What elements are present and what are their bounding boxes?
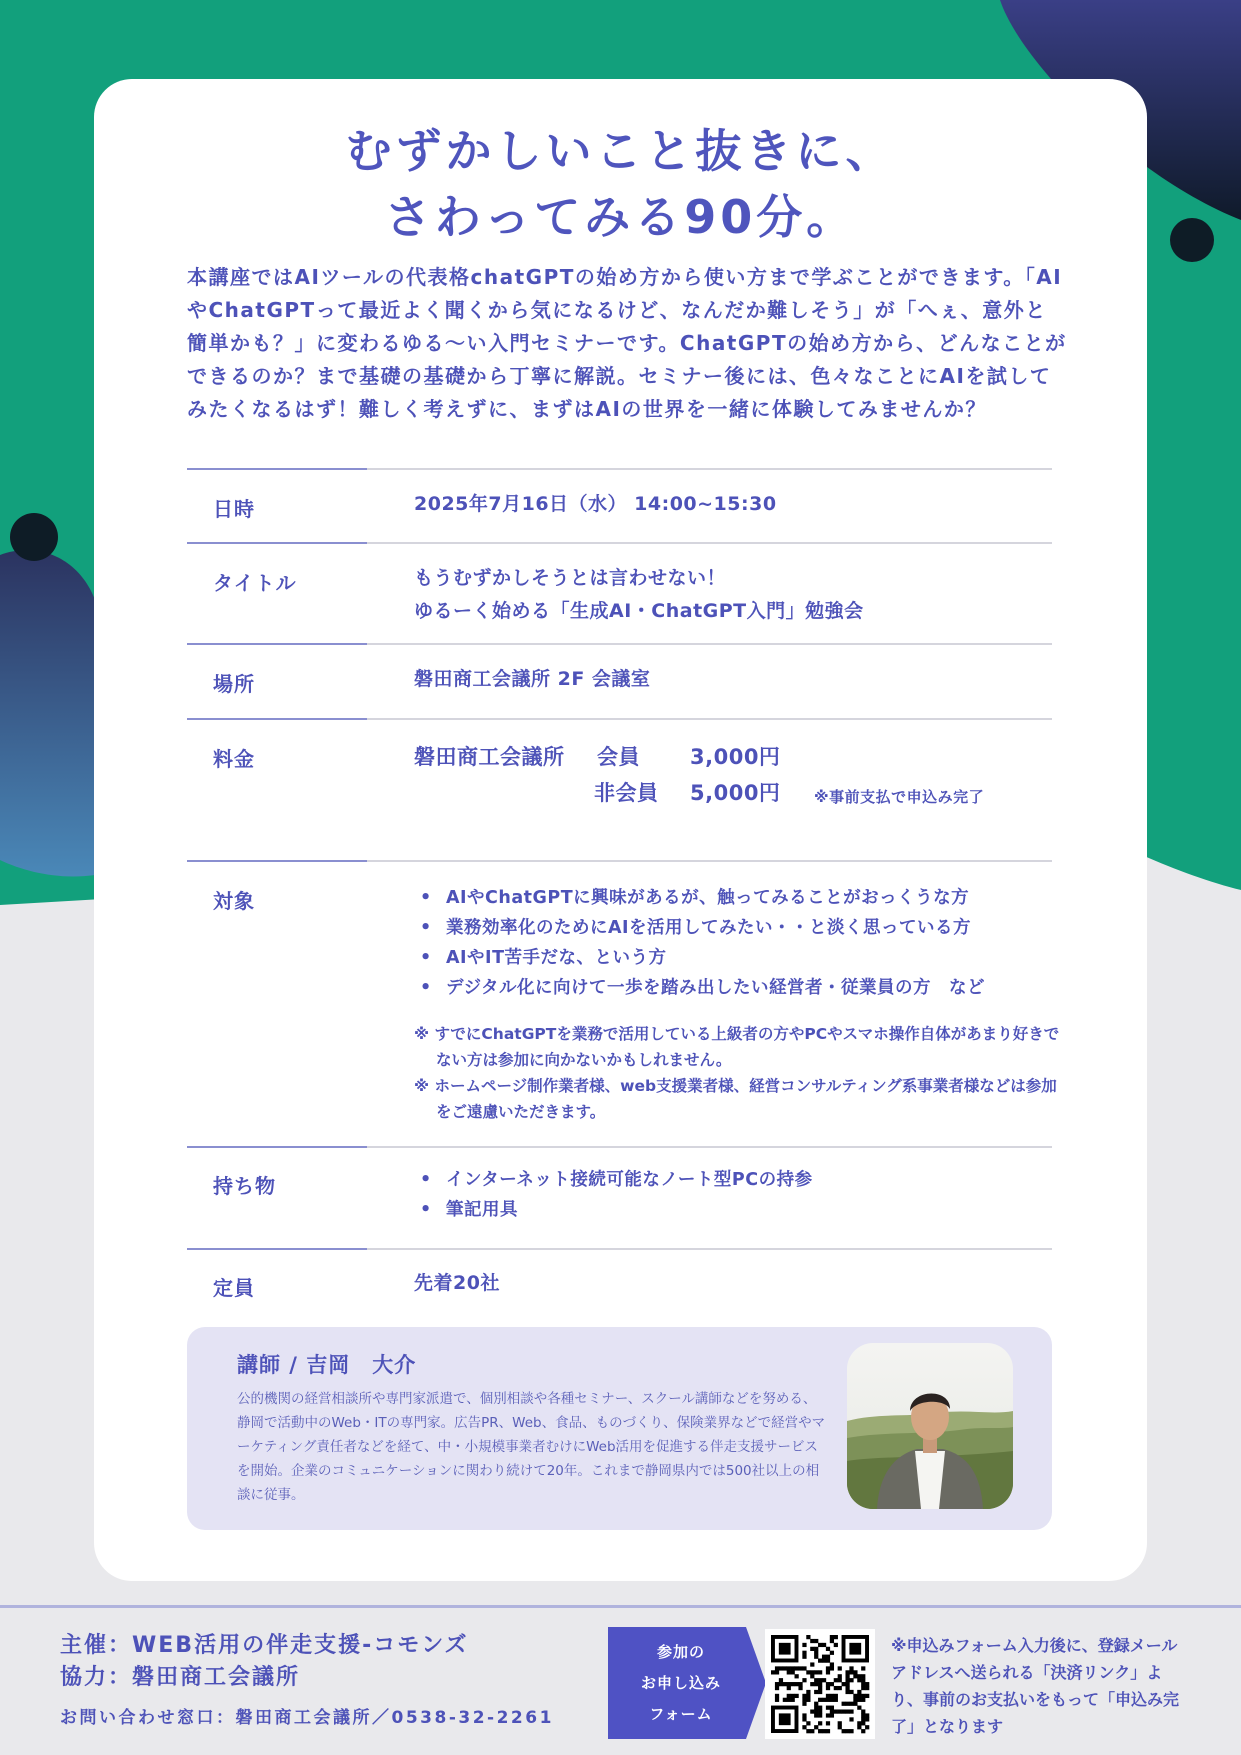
apply-label-line2: お申し込み (640, 1674, 721, 1692)
fee-note: ※事前支払で申込み完了 (814, 788, 985, 806)
seminar-title-line2: ゆるーく始める「生成AI・ChatGPT入門」勉強会 (414, 600, 864, 622)
apply-form-button[interactable] (608, 1627, 766, 1739)
list-item: • 業務効率化のためにAIを活用してみたい・・と淡く思っている方 (414, 913, 985, 943)
divider (187, 468, 1052, 470)
target-list (414, 883, 985, 1003)
footer-divider (0, 1605, 1241, 1608)
contact-info: お問い合わせ窓口：磐田商工会議所／0538-32-2261 (60, 1708, 554, 1728)
target-note: ※ すでにChatGPTを業務で活用している上級者の方やPCやスマホ操作自体があまり好きでない方は参加に向かないかもしれません。 (414, 1025, 1060, 1069)
target-note: ※ ホームページ制作業者様、web支援業者様、経営コンサルティング系事業者様などは参加をご遠慮いただきます。 (414, 1077, 1057, 1121)
divider (187, 718, 1052, 720)
organizer: 主催：WEB活用の伴走支援-コモンズ (60, 1633, 469, 1658)
datetime-label: 日時 (213, 497, 255, 521)
belongings-list (414, 1165, 813, 1225)
list-item: • インターネット接続可能なノート型PCの持参 (414, 1165, 813, 1195)
list-item: • AIやChatGPTに興味があるが、触ってみることがおっくうな方 (414, 883, 985, 913)
cooperation: 協力：磐田商工会議所 (60, 1665, 301, 1690)
qr-code-icon (765, 1629, 875, 1739)
fee-org: 磐田商工会議所 (414, 745, 565, 769)
target-label: 対象 (213, 889, 255, 913)
lecturer-title: 講師 / 吉岡 大介 (237, 1353, 417, 1377)
apply-label-line3: フォーム (649, 1705, 713, 1723)
seminar-title-line1: もうむずかしそうとは言わせない！ (414, 567, 727, 589)
lecturer-photo-image (847, 1343, 1013, 1509)
intro-text: 本講座ではAIツールの代表格chatGPTの始め方から使い方まで学ぶことができます。「AIやChatGPTって最近よく聞くから気になるけど、なんだか難しそう」が「へぇ、意外と簡単かも？」に変わるゆる〜い入門セミナーです。ChatGPTの始め方から、どんなことができるのか？まで基礎の基礎から丁寧に解説。セミナー後には、色々なことにAIを試してみたくなるはず！難しく考えずに、まずはAIの世界を一緒に体験してみませんか？ (187, 265, 1067, 421)
divider (187, 1146, 1052, 1148)
title-label: タイトル (213, 571, 297, 595)
divider (187, 860, 1052, 862)
divider (187, 1248, 1052, 1250)
list-item: • AIやIT苦手だな、という方 (414, 943, 985, 973)
lecturer-bio: 公的機関の経営相談所や専門家派遣で、個別相談や各種セミナー、スクール講師などを努める、静岡で活動中のWeb・ITの専門家。広告PR、Web、食品、ものづくり、保険業界などで経営やマーケティング責任者などを経て、中・小規模事業者むけにWeb活用を促進する伴走支援サービスを開始。企業のコミュニケーションに関わり続けて20年。これまで静岡県内では500社以上の相談に従事。 (237, 1391, 826, 1503)
fee-label: 料金 (213, 747, 255, 771)
target-notes (414, 1021, 1064, 1125)
headline-line1: むずかしいこと抜きに、 (345, 124, 896, 178)
headline-line2: さわってみる90分。 (384, 190, 857, 244)
belongings-label: 持ち物 (213, 1174, 276, 1198)
datetime-value: 2025年7月16日（水） 14:00~15:30 (414, 493, 777, 515)
fee-member-price: 3,000円 (690, 745, 781, 769)
apply-button-label (608, 1637, 754, 1730)
footer-note: ※申込みフォーム入力後に、登録メールアドレスへ送られる「決済リンク」より、事前のお支払いをもって「申込み完了」となります (891, 1636, 1180, 1736)
lecturer-photo (847, 1343, 1013, 1509)
apply-label-line1: 参加の (656, 1643, 705, 1661)
place-label: 場所 (213, 672, 255, 696)
fee-nonmember-price: 5,000円 (690, 781, 781, 805)
fee-member-label: 会員 (597, 745, 640, 769)
capacity-label: 定員 (213, 1276, 255, 1300)
main-card (94, 79, 1147, 1581)
capacity-value: 先着20社 (414, 1272, 500, 1294)
lecturer-panel (187, 1327, 1052, 1530)
list-item: • デジタル化に向けて一歩を踏み出したい経営者・従業員の方 など (414, 973, 985, 1003)
divider (187, 542, 1052, 544)
qr-code[interactable] (765, 1629, 875, 1739)
place-value: 磐田商工会議所 2F 会議室 (414, 668, 651, 690)
list-item: • 筆記用具 (414, 1195, 813, 1225)
divider (187, 643, 1052, 645)
fee-nonmember-label: 非会員 (594, 781, 659, 805)
